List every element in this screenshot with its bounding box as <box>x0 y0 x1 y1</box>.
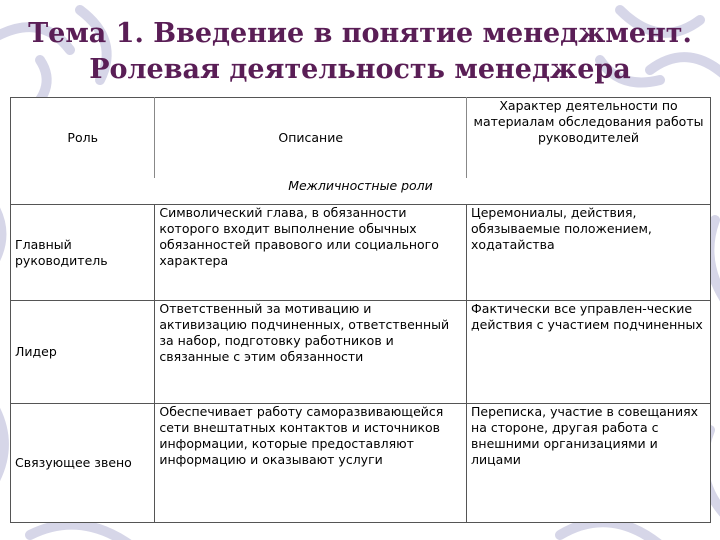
header-description: Описание <box>155 98 467 178</box>
slide-title <box>0 16 720 88</box>
role-cell: Лидер <box>11 301 155 404</box>
role-cell: Главный руководитель <box>11 205 155 301</box>
description-cell: Ответственный за мотивацию и активизацию подчиненных, ответственный за набор, подготовку работников и связанные с этим обязанности <box>155 301 467 404</box>
section-row <box>11 178 711 205</box>
header-role: Роль <box>11 98 155 178</box>
activity-cell: Фактически все управлен-ческие действия с участием подчиненных <box>467 301 711 404</box>
table-header-row <box>11 98 711 178</box>
activity-cell: Церемониалы, действия, обязываемые положением, ходатайства <box>467 205 711 301</box>
header-activity: Характер деятельности по материалам обследования работы руководителей <box>473 98 704 145</box>
activity-cell: Переписка, участие в совещаниях на стороне, другая работа с внешними организациями и лицами <box>471 404 699 467</box>
description-cell: Обеспечивает работу саморазвивающейся сети внештатных контактов и источников информации, которые предоставляют информацию и оказывают услуги <box>155 404 467 523</box>
description-cell: Символический глава, в обязанности которого входит выполнение обычных обязанностей правового или социального характера <box>155 205 467 301</box>
roles-table <box>10 97 711 523</box>
title-line-2: Ролевая деятельность менеджера <box>89 54 631 85</box>
role-cell: Связующее звено <box>11 404 155 523</box>
table-row <box>11 205 711 301</box>
table-row <box>11 404 711 523</box>
title-line-1: Тема 1. Введение в понятие менеджмент. <box>28 18 692 49</box>
section-label: Межличностные роли <box>11 178 711 205</box>
table-row <box>11 301 711 404</box>
